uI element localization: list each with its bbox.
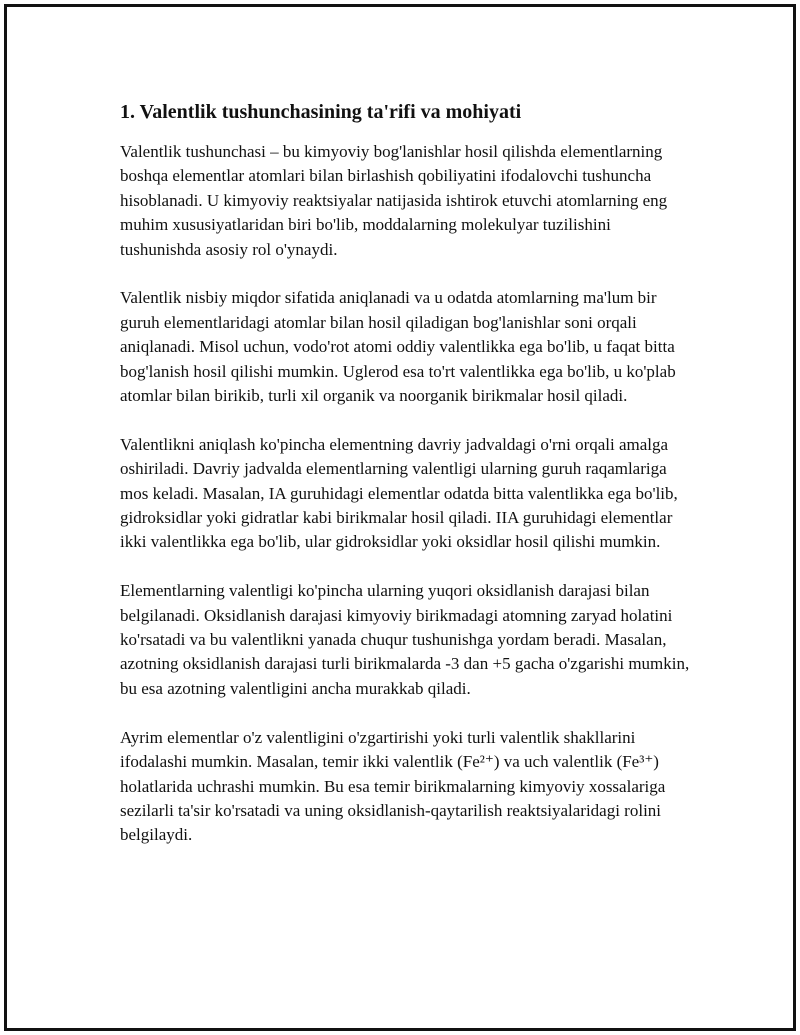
document-body [120, 97, 695, 848]
paragraph-2: Valentlik nisbiy miqdor sifatida aniqlanadi va u odatda atomlarning ma'lum bir guruh elementlaridagi atomlar bilan hosil qiladigan bog'lanishlar soni orqali aniqlanadi. Misol uchun, vodo'rot atomi oddiy valentlikka ega bo'lib, u faqat bitta bog'lanish hosil qilishi mumkin. Uglerod esa to'rt valentlikka ega bo'lib, u ko'plab atomlar bilan birikib, turli xil organik va noorganik birikmalar hosil qiladi. [120, 288, 676, 406]
paragraph-3: Valentlikni aniqlash ko'pincha elementning davriy jadvaldagi o'rni orqali amalga oshiriladi. Davriy jadvalda elementlarning valentligi ularning guruh raqamlariga mos keladi. Masalan, IA guruhidagi elementlar odatda bitta valentlikka ega bo'lib, gidroksidlar yoki gidratlar kabi birikmalar hosil qiladi. IIA guruhidagi elementlar ikki valentlikka ega bo'lib, ular gidroksidlar yoki oksidlar hosil qilishi mumkin. [120, 434, 678, 552]
paragraph-4: Elementlarning valentligi ko'pincha ularning yuqori oksidlanish darajasi bilan belgilanadi. Oksidlanish darajasi kimyoviy birikmadagi atomning zaryad holatini ko'rsatadi va bu valentlikni yanada chuqur tushunishga yordam beradi. Masalan, azotning oksidlanish darajasi turli birikmalarda -3 dan +5 gacha o'zgarishi mumkin, bu esa azotning valentligini ancha murakkab qiladi. [120, 581, 690, 698]
paragraph-5: Ayrim elementlar o'z valentligini o'zgartirishi yoki turli valentlik shakllarini ifodalashi mumkin. Masalan, temir ikki valentlik (Fe²⁺) va uch valentlik (Fe³⁺) holatlarida uchrashi mumkin. Bu esa temir birikmalarning kimyoviy xossalariga sezilarli ta'sir ko'rsatadi va uning oksidlanish-qaytarilish reaktsiyalaridagi rolini belgilaydi. [120, 727, 666, 845]
page-frame [4, 4, 796, 1031]
section-title: 1. Valentlik tushunchasining ta'rifi va mohiyati [120, 101, 522, 123]
paragraph-1: Valentlik tushunchasi – bu kimyoviy bog'lanishlar hosil qilishda elementlarning boshqa elementlar atomlari bilan birlashish qobiliyatini ifodalovchi tushuncha hisoblanadi. U kimyoviy reaktsiyalar natijasida ishtirok etuvchi atomlarning eng muhim xususiyatlaridan biri bo'lib, moddalarning molekulyar tuzilishini tushunishda asosiy rol o'ynaydi. [120, 142, 668, 259]
